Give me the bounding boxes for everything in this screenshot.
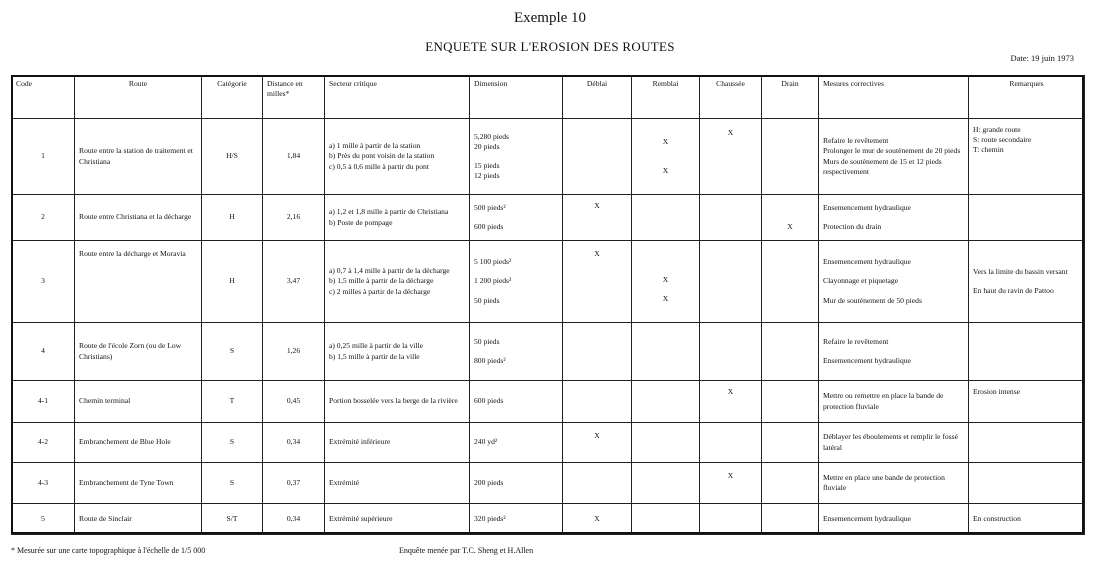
mesure-line: Refaire le revêtement [823, 336, 889, 346]
row-route: Route entre Christiana et la décharge [75, 195, 202, 241]
row-route: Route de Sinclair [75, 504, 202, 535]
remarque-line: S: route secondaire [973, 135, 1032, 145]
mesure-line: Refaire le revêtement [823, 136, 889, 146]
row-secteur: Extrémité supérieure [325, 504, 470, 535]
row-route: Embranchement de Blue Hole [75, 423, 202, 463]
mesure-line: Ensemencement hydraulique [823, 202, 911, 212]
dimension-line: 5 100 pieds² [474, 257, 512, 267]
row-drain: X [762, 195, 819, 241]
header-deblai: Déblai [563, 76, 632, 119]
row-code: 4-3 [12, 463, 75, 504]
row-secteur: Extrémité [325, 463, 470, 504]
row-categorie: S [202, 323, 263, 381]
row-distance: 1,84 [263, 119, 325, 195]
row-categorie: S [202, 423, 263, 463]
secteur-line: b) 1,5 mille à partir de la décharge [329, 276, 434, 286]
row-distance: 0,37 [263, 463, 325, 504]
row-categorie: H [202, 195, 263, 241]
row-mesures: Déblayer les éboulements et remplir le fossé latéral [819, 423, 969, 463]
row-deblai: X [563, 195, 632, 241]
remarque-line: En haut du ravin de Pattoo [973, 286, 1054, 295]
remblai-mark: X [662, 137, 669, 147]
remarque-line: Vers la limite du bassin versant [973, 266, 1068, 276]
survey-credit: Enquête menée par T.C. Sheng et H.Allen [399, 546, 534, 555]
row-categorie: H [202, 241, 263, 323]
row-code: 3 [12, 241, 75, 323]
header-remblai: Remblai [632, 76, 700, 119]
remblai-mark: X [662, 274, 669, 284]
secteur-line: b) 1,5 mille à partir de la ville [329, 351, 420, 361]
footnote: * Mesurée sur une carte topographique à l'échelle de 1/5 000 [11, 546, 206, 555]
row-mesures: Mettre en place une bande de protection fluviale [819, 463, 969, 504]
dimension-line: 5,280 pieds [474, 131, 510, 141]
header-mesures: Mesures correctives [819, 76, 969, 119]
dimension-line: 500 pieds² [474, 202, 506, 212]
mesure-line: Clayonnage et piquetage [823, 276, 899, 286]
row-route: Embranchement de Tyne Town [75, 463, 202, 504]
dimension-line: 50 pieds [474, 336, 500, 346]
header-remarques: Remarques [969, 76, 1085, 119]
row-code: 2 [12, 195, 75, 241]
row-distance: 1,26 [263, 323, 325, 381]
header-dimension: Dimension [470, 76, 563, 119]
row-dimension: 240 yd² [470, 423, 563, 463]
remblai-mark: X [662, 165, 669, 175]
row-route: Route entre la station de traitement et Christiana [75, 119, 202, 195]
row-deblai: X [563, 241, 632, 323]
dimension-line: 20 pieds [474, 141, 500, 151]
mesure-line: Ensemencement hydraulique [823, 356, 911, 365]
row-secteur: Portion bosselée vers la berge de la rivière [325, 381, 470, 423]
document-subtitle: ENQUETE SUR L'EROSION DES ROUTES [425, 39, 675, 54]
row-distance: 0,45 [263, 381, 325, 423]
secteur-line: c) 0,5 à 0,6 mille à partir du pont [329, 161, 429, 171]
row-deblai: X [563, 504, 632, 535]
dimension-line: 1 200 pieds² [474, 276, 512, 286]
row-code: 4-1 [12, 381, 75, 423]
dimension-line: 50 pieds [474, 295, 500, 305]
row-categorie: S [202, 463, 263, 504]
row-distance: 3,47 [263, 241, 325, 323]
header-chaussee: Chaussée [700, 76, 762, 119]
remblai-mark: X [662, 294, 669, 303]
row-route: Chemin terminal [75, 381, 202, 423]
row-code: 4-2 [12, 423, 75, 463]
remarque-line: T: chemin [973, 145, 1004, 155]
remarque-line: H: grande route [973, 125, 1021, 134]
mesure-line: Ensemencement hydraulique [823, 257, 911, 267]
secteur-line: b) Près du pont voisin de la station [329, 151, 435, 161]
row-categorie: H/S [202, 119, 263, 195]
secteur-line: a) 0,7 à 1,4 mille à partir de la décharge [329, 266, 450, 276]
dimension-line: 12 pieds [474, 171, 500, 181]
row-chaussee: X [700, 119, 762, 195]
row-secteur: Extrémité inférieure [325, 423, 470, 463]
header-distance: Distance en milles* [263, 76, 325, 119]
secteur-line: c) 2 milles à partir de la décharge [329, 286, 431, 296]
dimension-line: 15 pieds [474, 161, 500, 170]
row-categorie: T [202, 381, 263, 423]
row-remarques: En construction [969, 504, 1085, 535]
row-code: 4 [12, 323, 75, 381]
row-chaussee: X [700, 381, 762, 423]
row-dimension: 320 pieds² [470, 504, 563, 535]
header-categorie: Catégorie [202, 76, 263, 119]
mesure-line: Prolonger le mur de soutènement de 20 pieds [823, 146, 961, 156]
row-distance: 0,34 [263, 504, 325, 535]
row-categorie: S/T [202, 504, 263, 535]
row-dimension: 200 pieds [470, 463, 563, 504]
header-secteur: Secteur critique [325, 76, 470, 119]
mesure-line: Murs de soutènement de 15 et 12 pieds respectivement [823, 156, 942, 176]
row-mesures: Mettre ou remettre en place la bande de protection fluviale [819, 381, 969, 423]
row-remarques: Erosion intense [969, 381, 1085, 423]
secteur-line: a) 0,25 mille à partir de la ville [329, 341, 424, 351]
row-distance: 2,16 [263, 195, 325, 241]
row-route: Route de l'école Zorn (ou de Low Christians) [75, 323, 202, 381]
row-chaussee: X [700, 463, 762, 504]
row-dimension: 600 pieds [470, 381, 563, 423]
row-deblai: X [563, 423, 632, 463]
header-route: Route [75, 76, 202, 119]
row-code: 5 [12, 504, 75, 535]
secteur-line: a) 1,2 et 1,8 mille à partir de Christiana [329, 207, 449, 217]
secteur-line: a) 1 mille à partir de la station [329, 141, 421, 151]
header-code: Code [12, 76, 75, 119]
row-code: 1 [12, 119, 75, 195]
survey-date: Date: 19 juin 1973 [1010, 53, 1074, 63]
table-frame [11, 75, 1084, 534]
document-title: Exemple 10 [513, 10, 587, 26]
dimension-line: 600 pieds [474, 222, 504, 231]
secteur-line: b) Poste de pompage [329, 217, 393, 227]
mesure-line: Protection du drain [823, 222, 882, 231]
row-route: Route entre la décharge et Moravia [75, 241, 202, 323]
row-distance: 0,34 [263, 423, 325, 463]
mesure-line: Mur de soutènement de 50 pieds [823, 295, 922, 305]
row-mesures: Ensemencement hydraulique [819, 504, 969, 535]
header-drain: Drain [762, 76, 819, 119]
dimension-line: 800 pieds² [474, 356, 506, 365]
